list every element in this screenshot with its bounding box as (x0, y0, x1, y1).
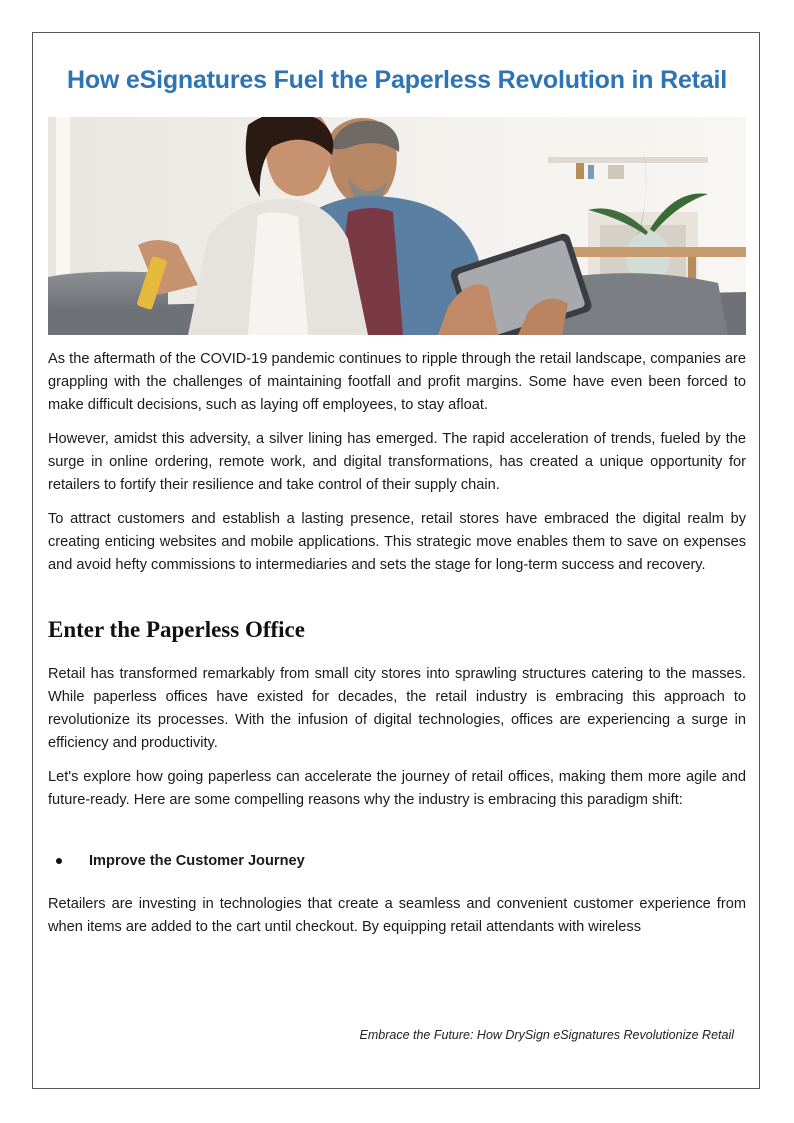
intro-paragraph-2: However, amidst this adversity, a silver lining has emerged. The rapid acceleration of trends, fueled by the surge in online ordering, remote work, and digital transformations, has created a unique opportunity for retailers to fortify their resilience and take control of their supply chain. (48, 431, 746, 493)
couple-with-tablet-photo-icon (48, 117, 746, 335)
bullet-list (56, 853, 305, 869)
intro-paragraph-3: To attract customers and establish a lasting presence, retail stores have embraced the digital realm by creating enticing websites and mobile applications. This strategic move enables them to save on expenses and avoid hefty commissions to intermediaries and sets the stage for long-term success and recovery. (48, 511, 746, 573)
page-footer: Embrace the Future: How DrySign eSignatures Revolutionize Retail (359, 1028, 734, 1042)
document-title: How eSignatures Fuel the Paperless Revolution in Retail (67, 66, 727, 94)
hero-image (48, 117, 746, 335)
section-heading: Enter the Paperless Office (48, 617, 305, 642)
bullet-item (56, 853, 305, 869)
section-paragraph-1: Retail has transformed remarkably from small city stores into sprawling structures catering to the masses. While paperless offices have existed for decades, the retail industry is embracing this approach to revolutionize its processes. With the infusion of digital technologies, offices are experiencing a surge in efficiency and productivity. (48, 666, 746, 751)
bullet-dot-icon (56, 858, 62, 864)
closing-paragraph: Retailers are investing in technologies that create a seamless and convenient customer experience from when items are added to the cart until checkout. By equipping retail attendants with wireless (48, 896, 746, 935)
section-paragraph-2: Let's explore how going paperless can accelerate the journey of retail offices, making them more agile and future-ready. Here are some compelling reasons why the industry is embracing this paradigm shift: (48, 769, 746, 808)
intro-paragraph-1: As the aftermath of the COVID-19 pandemic continues to ripple through the retail landscape, companies are grappling with the challenges of maintaining footfall and profit margins. Some have even been forced to make difficult decisions, such as laying off employees, to stay afloat. (48, 351, 746, 413)
bullet-item-label: Improve the Customer Journey (89, 853, 305, 869)
